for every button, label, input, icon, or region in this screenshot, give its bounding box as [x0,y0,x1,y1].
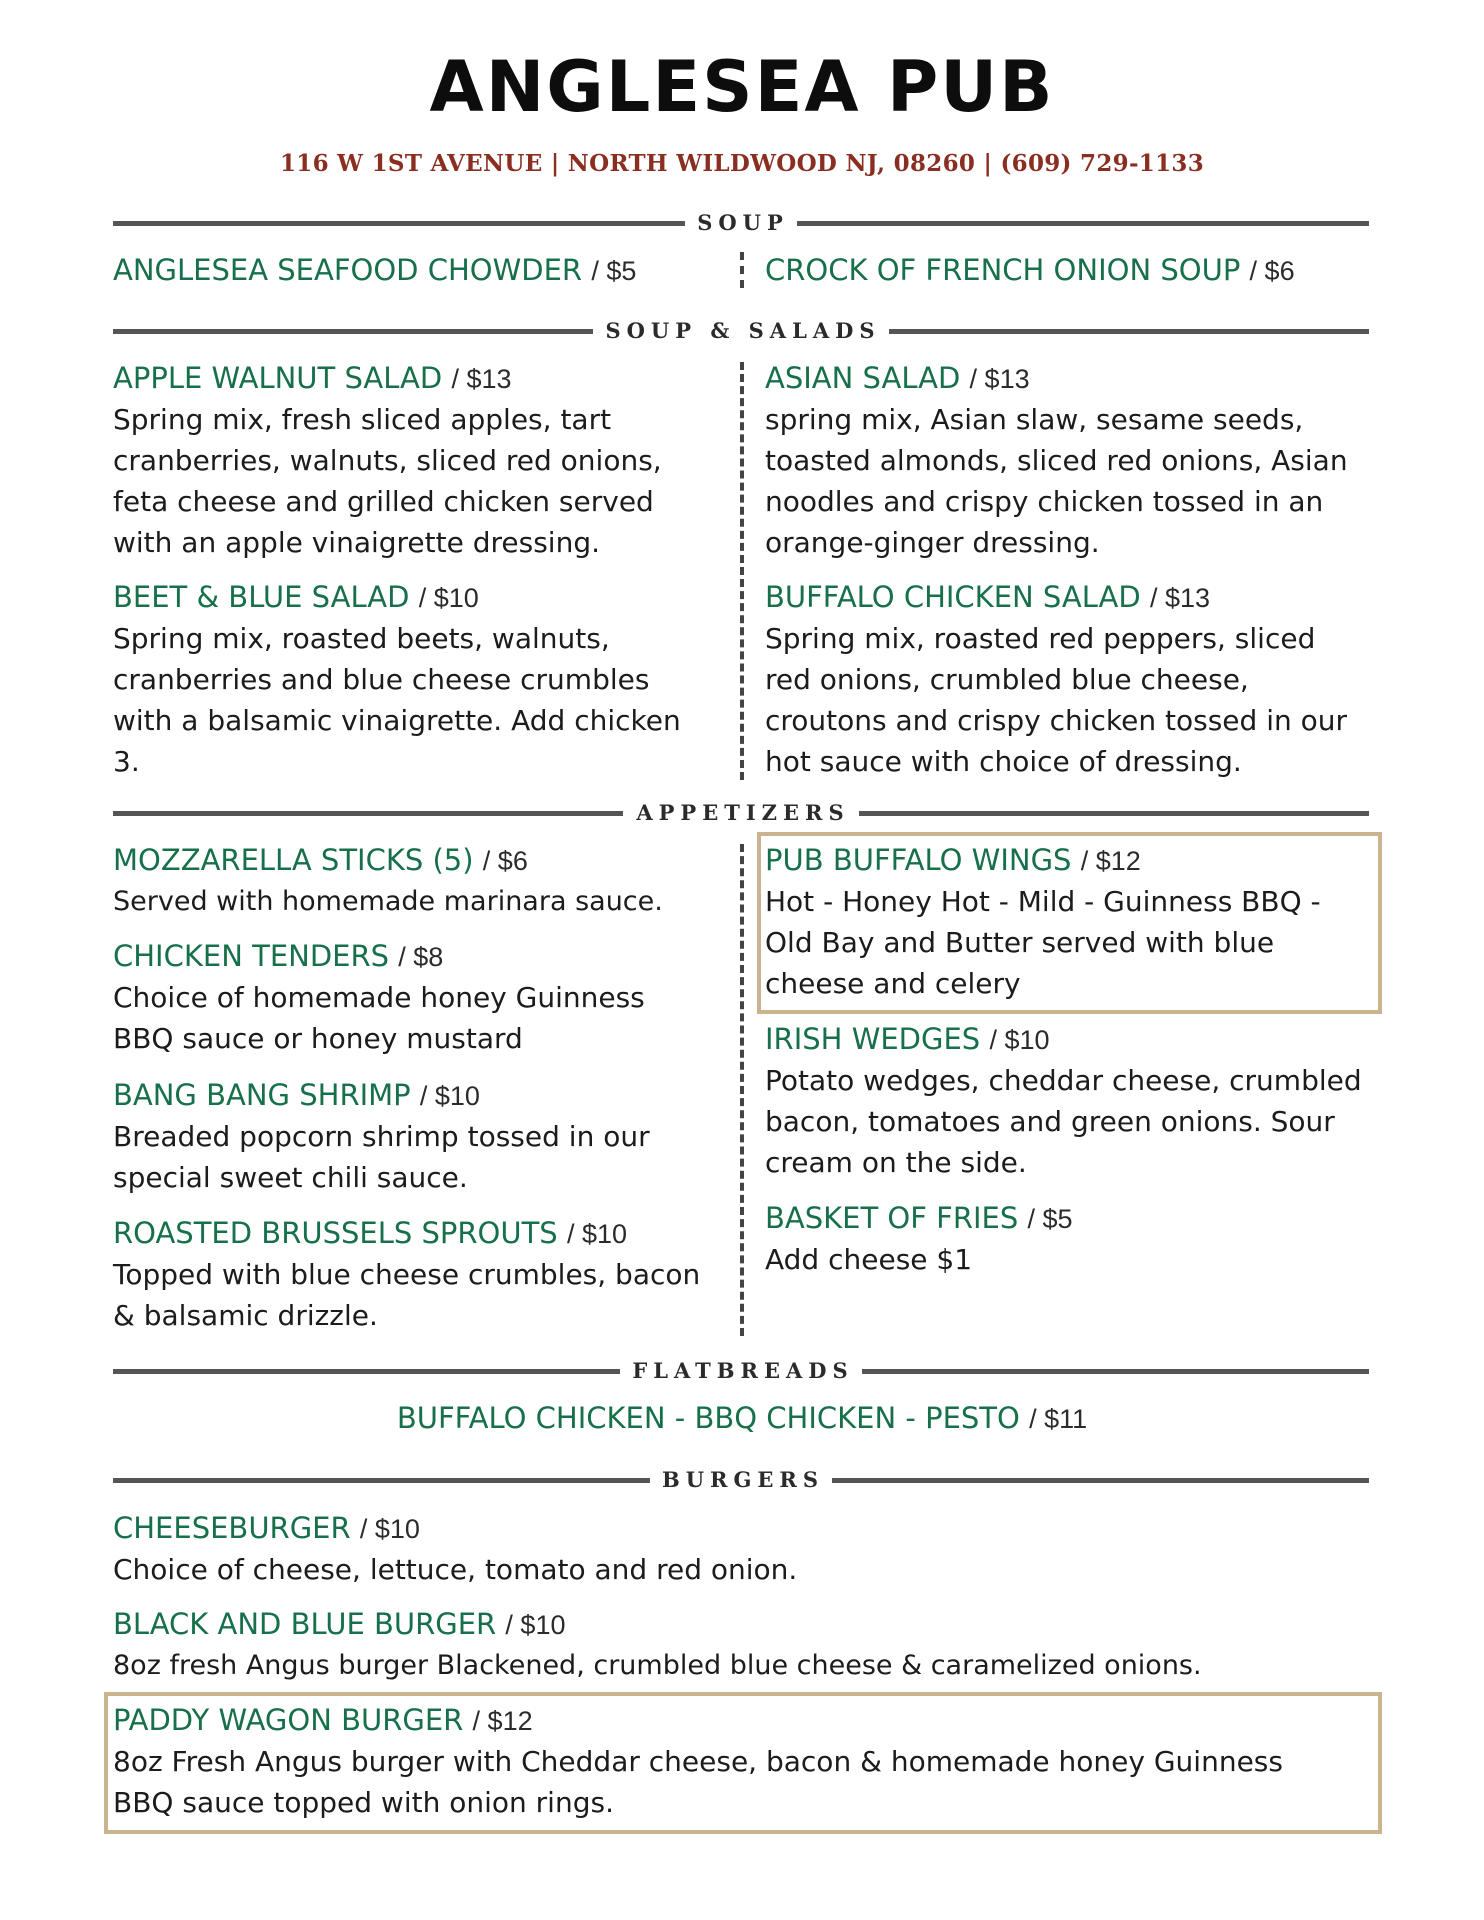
section-label-soup: SOUP [685,210,797,235]
item-name: MOZZARELLA STICKS (5) [113,843,474,877]
item-price: / $10 [419,1081,480,1111]
item-description: Potato wedges, cheddar cheese, crumbled bacon, tomatoes and green onions. Sour cream on the side. [765,1064,1362,1179]
menu-item [113,250,713,291]
section-label-salads: SOUP & SALADS [593,318,888,343]
item-description: Served with homemade marinara sauce. [113,886,663,917]
section-divider-appetizers [113,802,1369,824]
item-price: / $10 [359,1514,420,1544]
section-label-burgers: BURGERS [650,1467,832,1492]
menu-item [113,1604,1373,1686]
item-description: spring mix, Asian slaw, sesame seeds, toasted almonds, sliced red onions, Asian noodles and crispy chicken tossed in an orange-ginger dressing. [765,403,1348,559]
item-price: / $10 [418,583,479,613]
item-price: / $13 [1149,583,1210,613]
section-label-appetizers: APPETIZERS [624,800,857,825]
item-price: / $12 [1080,846,1141,876]
column-divider-soup [740,252,744,288]
item-name: ASIAN SALAD [765,361,961,395]
section-divider-soup [113,212,1369,234]
item-price: / $5 [1027,1204,1073,1234]
menu-item [113,1508,1373,1590]
menu-item [113,1700,1343,1823]
item-price: / $8 [398,942,444,972]
item-description: Hot - Honey Hot - Mild - Guinness BBQ - Old Bay and Butter served with blue cheese and celery [765,885,1321,1000]
item-name: BLACK AND BLUE BURGER [113,1607,497,1641]
item-price: / $10 [566,1219,627,1249]
item-description: 8oz fresh Angus burger Blackened, crumbled blue cheese & caramelized onions. [113,1650,1202,1681]
menu-item [113,936,713,1059]
item-name: PADDY WAGON BURGER [113,1703,464,1737]
section-divider-flatbreads [113,1360,1369,1382]
item-description: Add cheese $1 [765,1243,973,1276]
item-description: Choice of homemade honey Guinness BBQ sauce or honey mustard [113,981,645,1055]
menu-item [113,577,713,782]
item-name: APPLE WALNUT SALAD [113,361,443,395]
item-price: / $6 [482,846,528,876]
restaurant-title: ANGLESEA PUB [429,46,1055,128]
menu-item [113,1075,713,1198]
menu-item [113,358,713,563]
item-description: Choice of cheese, lettuce, tomato and red onion. [113,1553,798,1586]
item-price: / $10 [989,1025,1050,1055]
column-divider-appetizers [740,844,744,1336]
item-price: / $6 [1249,256,1295,286]
menu-item [113,1213,713,1336]
item-description: Spring mix, roasted beets, walnuts, cranberries and blue cheese crumbles with a balsamic vinaigrette. Add chicken 3. [113,622,681,778]
restaurant-address: 116 W 1ST AVENUE | NORTH WILDWOOD NJ, 08260 | (609) 729-1133 [279,150,1205,177]
menu-item [765,1019,1365,1183]
item-name: CROCK OF FRENCH ONION SOUP [765,253,1241,287]
item-name: IRISH WEDGES [765,1022,981,1056]
column-divider-salads [740,362,744,780]
item-description: Spring mix, roasted red peppers, sliced red onions, crumbled blue cheese, croutons and crispy chicken tossed in our hot sauce with choice of dressing. [765,622,1348,778]
item-price: / $10 [505,1610,566,1640]
menu-item [765,358,1365,563]
item-name: BUFFALO CHICKEN - BBQ CHICKEN - PESTO [396,1401,1020,1435]
menu-item [113,840,713,922]
menu-item [765,577,1365,782]
item-description: 8oz Fresh Angus burger with Cheddar cheese, bacon & homemade honey Guinness BBQ sauce topped with onion rings. [113,1745,1283,1819]
item-name: ROASTED BRUSSELS SPROUTS [113,1216,558,1250]
item-description: Topped with blue cheese crumbles, bacon & balsamic drizzle. [113,1258,701,1332]
item-name: BANG BANG SHRIMP [113,1078,411,1112]
menu-item [765,840,1365,1004]
item-price: / $13 [451,364,512,394]
item-name: CHEESEBURGER [113,1511,351,1545]
menu-item [765,1198,1365,1280]
item-description: Spring mix, fresh sliced apples, tart cranberries, walnuts, sliced red onions, feta cheese and grilled chicken served with an apple vinaigrette dressing. [113,403,662,559]
section-divider-burgers [113,1469,1369,1491]
item-name: BASKET OF FRIES [765,1201,1019,1235]
item-name: ANGLESEA SEAFOOD CHOWDER [113,253,583,287]
menu-item [765,250,1365,291]
item-name: CHICKEN TENDERS [113,939,390,973]
item-price: / $5 [591,256,637,286]
section-divider-salads [113,320,1369,342]
item-price: / $12 [472,1706,533,1736]
item-price: / $13 [969,364,1030,394]
flatbread-item [0,1398,1484,1439]
section-label-flatbreads: FLATBREADS [620,1358,861,1383]
item-name: BEET & BLUE SALAD [113,580,410,614]
item-name: PUB BUFFALO WINGS [765,843,1072,877]
item-name: BUFFALO CHICKEN SALAD [765,580,1141,614]
item-price: / $11 [1029,1404,1088,1434]
item-description: Breaded popcorn shrimp tossed in our special sweet chili sauce. [113,1120,650,1194]
